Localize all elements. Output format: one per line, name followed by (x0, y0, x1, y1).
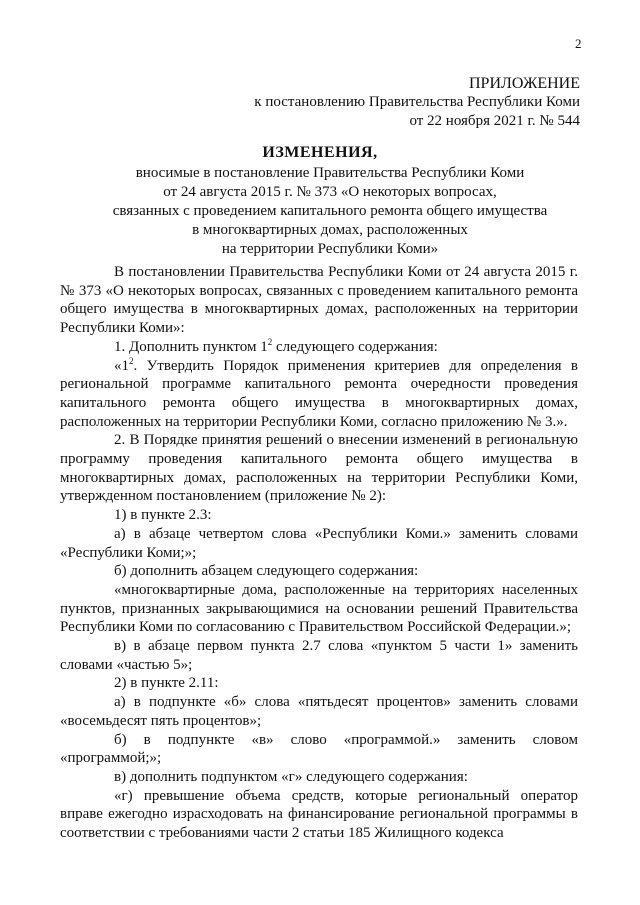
item-1-text: 1. Дополнить пунктом 1 (114, 338, 268, 355)
subitem-1: 1) в пункте 2.3: (114, 507, 212, 524)
subitem-2b: б) в подпункте «в» слово «программой.» заменить словом «программой;»; (60, 731, 578, 767)
subtitle-line: в многоквартирных домах, расположенных (192, 222, 468, 238)
quote-1 (60, 357, 578, 432)
subitem-2a: а) в подпункте «б» слова «пятьдесят процентов» заменить словами «восемьдесят пять процентов»; (60, 694, 578, 729)
subtitle-line: от 24 августа 2015 г. № 373 «О некоторых вопросах, (163, 184, 497, 200)
subitem-1a: а) в абзаце четвертом слова «Республики Коми.» заменить словами «Республики Коми;»; (60, 525, 578, 561)
appendix-header (254, 74, 580, 131)
subitem-1b-quote: «многоквартирные дома, расположенные на территориях населенных пунктов, признанных закрывающимися на основании решений Правительства Республики Коми по согласованию с Правительством Российской Федерации.»; (60, 581, 578, 636)
appendix-reference: к постановлению Правительства Республики Коми (254, 94, 580, 110)
subitem-2: 2) в пункте 2.11: (114, 675, 219, 692)
page-number: 2 (575, 36, 582, 51)
quote-1-start: «1 (114, 357, 129, 374)
subitem-2c: в) дополнить подпунктом «г» следующего содержания: (114, 768, 468, 785)
item-1-text-end: следующего содержания: (272, 338, 438, 355)
item-1-superscript: 2 (267, 336, 273, 347)
subtitle-line: связанных с проведением капитального ремонта общего имущества (112, 203, 548, 219)
appendix-date: от 22 ноября 2021 г. № 544 (409, 113, 580, 129)
intro-paragraph: В постановлении Правительства Республики Коми от 24 августа 2015 г. № 373 «О некоторых вопросах, связанных с проведением капитального ремонта общего имущества в многоквартирных домах, расположенных на территории Республики Коми»: (60, 264, 578, 337)
subtitle-line: вносимые в постановление Правительства Республики Коми (135, 165, 525, 181)
subitem-1c: в) в абзаце первом пункта 2.7 слова «пунктом 5 части 1» заменить словами «частью 5»; (60, 638, 578, 673)
appendix-title: ПРИЛОЖЕНИЕ (468, 75, 580, 92)
subtitle-line: на территории Республики Коми» (221, 241, 439, 257)
subitem-1b: б) дополнить абзацем следующего содержания: (114, 563, 419, 580)
item-2: 2. В Порядке принятия решений о внесении изменений в региональную программу проведения капитального ремонта общего имущества в многоквартирных домах, расположенных на территории Республики Коми, утвержденном постановлением (приложение № 2): (60, 432, 578, 505)
document-body (60, 263, 578, 843)
document-subtitle (100, 164, 560, 259)
document-title: ИЗМЕНЕНИЯ, (262, 144, 378, 161)
quote-1-text: . Утвердить Порядок применения критериев для определения в региональной программе капитального ремонта очередности проведения капитального ремонта общего имущества в многоквартирных домах, расположенных на территории Республики Коми, согласно приложению № 3.». (60, 357, 578, 430)
item-1 (60, 338, 578, 357)
quote-1-superscript: 2 (129, 355, 134, 366)
subitem-2c-quote: «г) превышение объема средств, которые региональный оператор вправе ежегодно израсходовать на финансирование региональной программы в соответствии с требованиями части 2 статьи 185 Жилищного кодекса (60, 787, 578, 842)
